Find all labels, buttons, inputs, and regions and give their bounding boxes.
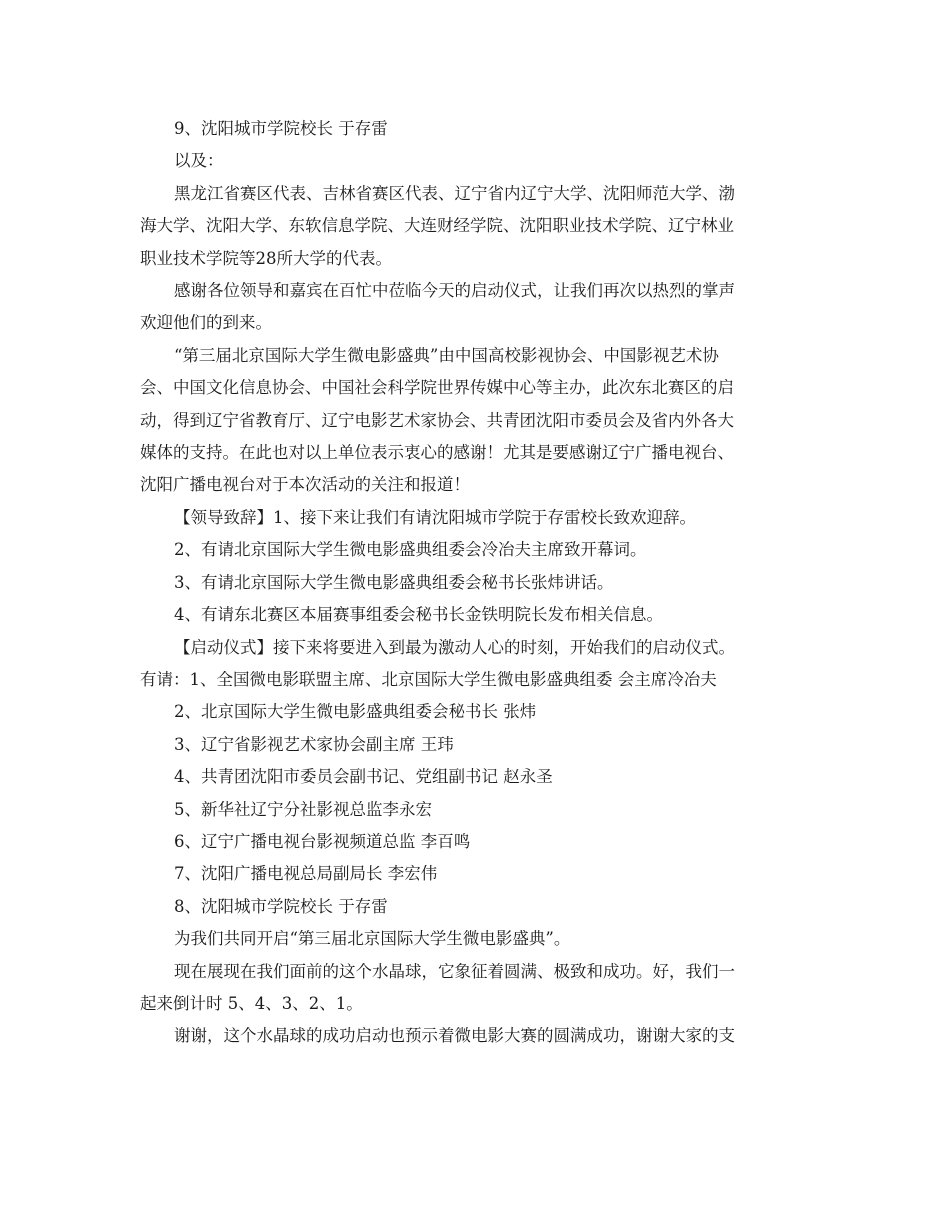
text-line: 【领导致辞】1、接下来让我们有请沈阳城市学院于存雷校长致欢迎辞。: [174, 507, 696, 527]
text-line: 为我们共同开启“第三届北京国际大学生微电影盛典”。: [174, 929, 571, 949]
text-line: 2、有请北京国际大学生微电影盛典组委会冷冶夫主席致开幕词。: [174, 540, 647, 560]
document-body: [140, 113, 812, 1053]
text-line: 9、沈阳城市学院校长 于存雷: [174, 119, 388, 138]
text-line: 职业技术学院等28所大学的代表。: [140, 248, 392, 268]
text-line: 3、辽宁省影视艺术家协会副主席 王玮: [174, 734, 454, 754]
text-line: 4、有请东北赛区本届赛事组委会秘书长金铁明院长发布相关信息。: [174, 605, 663, 625]
text-line: 6、辽宁广播电视台影视频道总监 李百鸣: [174, 831, 471, 851]
text-line: 4、共青团沈阳市委员会副书记、党组副书记 赵永圣: [174, 767, 553, 787]
text-line: 谢谢，这个水晶球的成功启动也预示着微电影大赛的圆满成功，谢谢大家的支: [174, 1026, 735, 1046]
text-line: 起来倒计时 5、4、3、2、1。: [140, 993, 363, 1013]
text-line: 动，得到辽宁省教育厅、辽宁电影艺术家协会、共青团沈阳市委员会及省内外各大: [140, 410, 734, 430]
text-line: 欢迎他们的到来。: [140, 313, 272, 333]
text-line: 7、沈阳广播电视总局副局长 李宏伟: [174, 864, 438, 884]
text-line: 【启动仪式】接下来将要进入到最为激动人心的时刻，开始我们的启动仪式。: [174, 637, 735, 657]
text-line: 有请：1、全国微电影联盟主席、北京国际大学生微电影盛典组委 会主席冷冶夫: [140, 669, 717, 689]
text-line: 媒体的支持。在此也对以上单位表示衷心的感谢！尤其是要感谢辽宁广播电视台、: [140, 443, 734, 463]
text-line: 会、中国文化信息协会、中国社会科学院世界传媒中心等主办，此次东北赛区的启: [140, 378, 734, 398]
text-line: 8、沈阳城市学院校长 于存雷: [174, 896, 388, 916]
text-line: “第三届北京国际大学生微电影盛典”由中国高校影视协会、中国影视艺术协: [174, 345, 719, 365]
text-line: 现在展现在我们面前的这个水晶球，它象征着圆满、极致和成功。好，我们一: [174, 961, 735, 981]
text-line: 感谢各位领导和嘉宾在百忙中莅临今天的启动仪式，让我们再次以热烈的掌声: [174, 281, 735, 301]
text-line: 黑龙江省赛区代表、吉林省赛区代表、辽宁省内辽宁大学、沈阳师范大学、渤: [174, 183, 735, 203]
text-line: 海大学、沈阳大学、东软信息学院、大连财经学院、沈阳职业技术学院、辽宁林业: [140, 216, 734, 236]
text-line: 3、有请北京国际大学生微电影盛典组委会秘书长张炜讲话。: [174, 572, 614, 592]
text-line: 沈阳广播电视台对于本次活动的关注和报道！: [140, 475, 470, 495]
text-line: 2、北京国际大学生微电影盛典组委会秘书长 张炜: [174, 702, 537, 722]
text-line: 以及：: [174, 151, 224, 171]
text-line: 5、新华社辽宁分社影视总监李永宏: [174, 799, 432, 819]
